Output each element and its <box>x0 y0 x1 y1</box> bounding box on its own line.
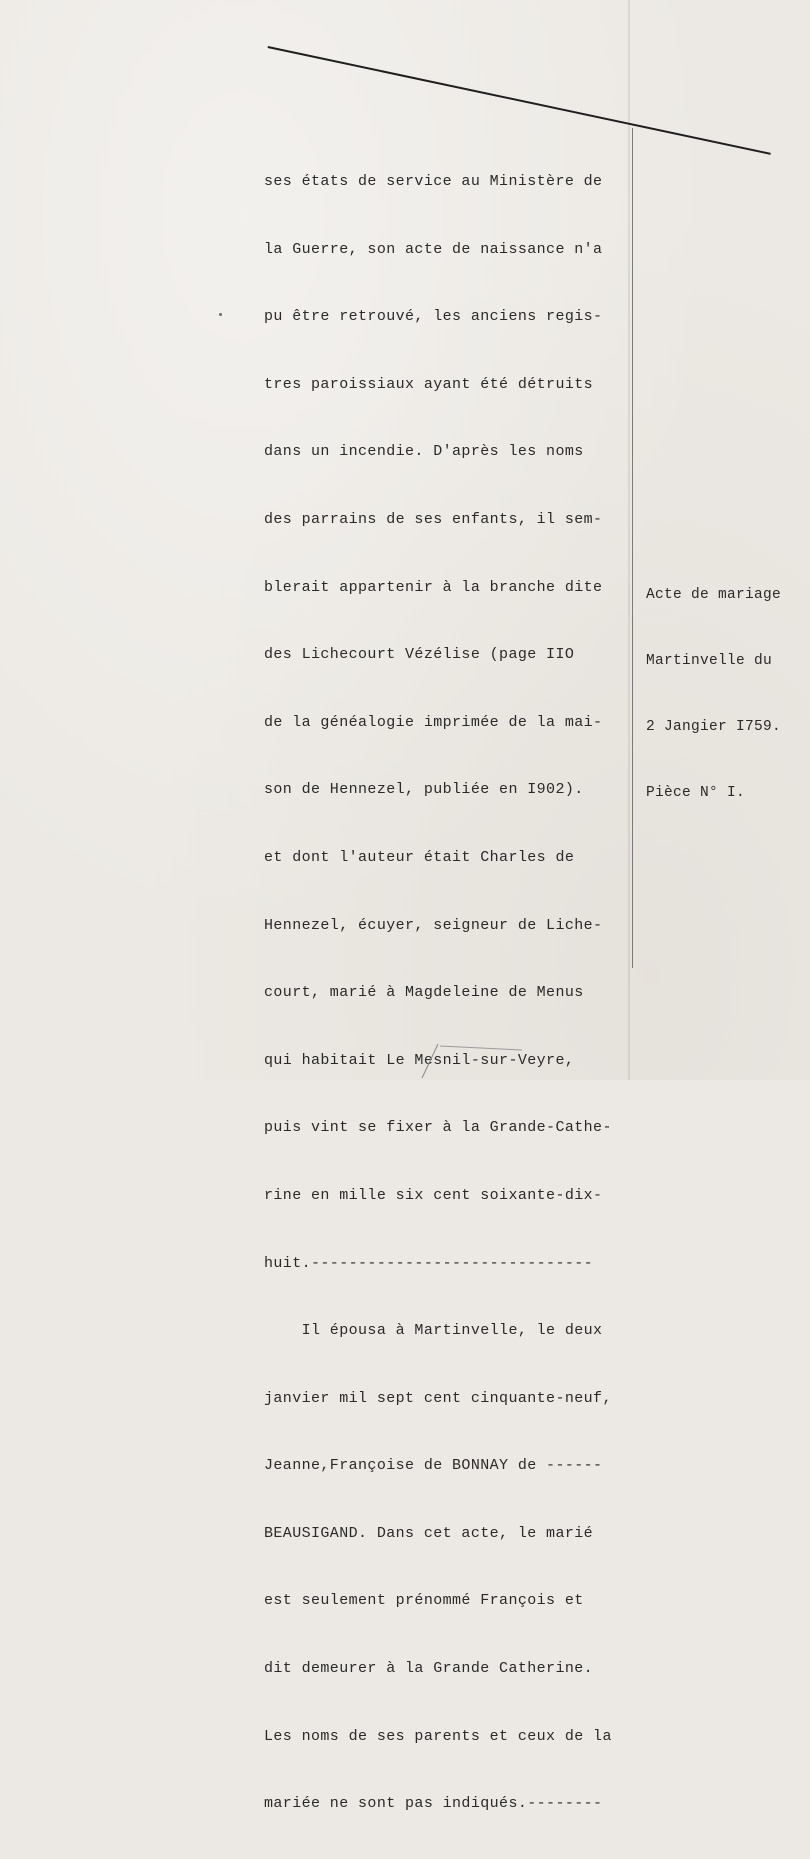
body-line: huit.------------------------------ <box>264 1254 594 1272</box>
margin-note-line: Martinvelle du <box>646 653 773 669</box>
body-line: dans un incendie. D'après les noms <box>264 443 584 461</box>
ink-speck <box>219 313 222 316</box>
body-line: la Guerre, son acte de naissance n'a <box>264 240 603 258</box>
body-line: son de Hennezel, publiée en I902). <box>264 781 584 799</box>
body-line: Les noms de ses parents et ceux de la <box>264 1727 612 1745</box>
body-line: court, marié à Magdeleine de Menus <box>264 984 584 1002</box>
body-line: des parrains de ses enfants, il sem- <box>264 510 603 528</box>
body-line: Jeanne,Françoise de BONNAY de ------ <box>264 1457 603 1475</box>
body-line: dit demeurer à la Grande Catherine. <box>264 1660 594 1678</box>
margin-note-line: Pièce N° I. <box>646 785 746 801</box>
body-line: blerait appartenir à la branche dite <box>264 578 603 596</box>
body-line: janvier mil sept cent cinquante-neuf, <box>264 1389 612 1407</box>
body-line: qui habitait Le Mesnil-sur-Veyre, <box>264 1051 575 1069</box>
body-line: et dont l'auteur était Charles de <box>264 848 575 866</box>
body-line: est seulement prénommé François et <box>264 1592 584 1610</box>
margin-note-line: 2 Jangier I759. <box>646 719 782 735</box>
pencil-mark-icon <box>412 1032 532 1080</box>
typed-body-text <box>264 135 644 1859</box>
body-line: tres paroissiaux ayant été détruits <box>264 375 594 393</box>
body-line: puis vint se fixer à la Grande-Cathe- <box>264 1119 612 1137</box>
body-line: BEAUSIGAND. Dans cet acte, le marié <box>264 1524 594 1542</box>
margin-note-line: Acte de mariage <box>646 587 782 603</box>
body-line: Il épousa à Martinvelle, le deux <box>264 1322 603 1340</box>
body-line: de la généalogie imprimée de la mai- <box>264 713 603 731</box>
margin-note <box>646 551 806 847</box>
body-line: des Lichecourt Vézélise (page IIO <box>264 646 575 664</box>
body-line: ses états de service au Ministère de <box>264 173 603 190</box>
body-line: rine en mille six cent soixante-dix- <box>264 1186 603 1204</box>
body-line: mariée ne sont pas indiqués.-------- <box>264 1795 603 1813</box>
body-line: Hennezel, écuyer, seigneur de Liche- <box>264 916 603 934</box>
body-line: pu être retrouvé, les anciens regis- <box>264 308 603 326</box>
